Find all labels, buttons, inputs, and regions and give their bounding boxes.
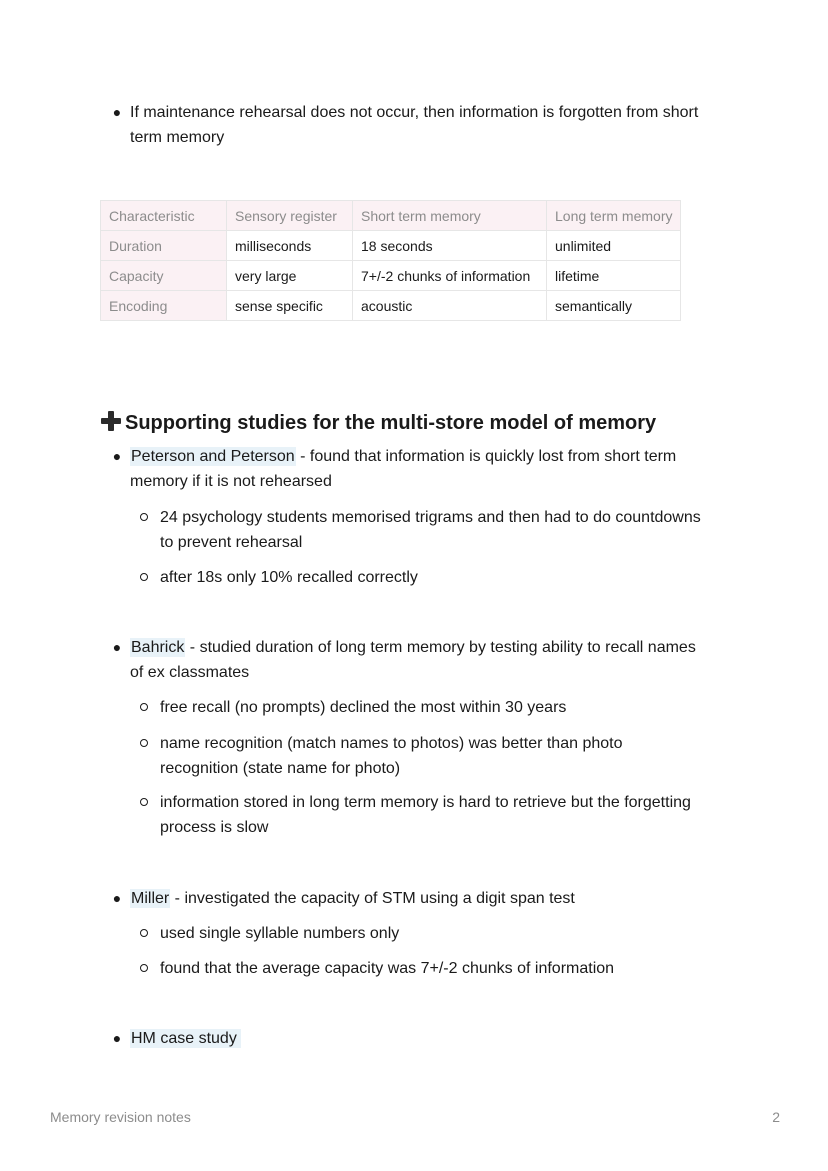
table-cell: 7+/-2 chunks of information: [353, 261, 547, 291]
table-cell: lifetime: [547, 261, 681, 291]
table-header-cell: Short term memory: [353, 201, 547, 231]
study-peterson: [112, 444, 770, 494]
table-cell: semantically: [547, 291, 681, 321]
bullet-dot: ●: [112, 104, 122, 120]
heavy-plus-icon: [100, 410, 122, 432]
intro-bullet-line-2: term memory: [130, 129, 225, 146]
study-point: [160, 505, 780, 555]
bullet-dot: ●: [112, 890, 122, 906]
study-point: [160, 921, 780, 946]
intro-bullet: [112, 100, 770, 150]
table-cell: unlimited: [547, 231, 681, 261]
study-point-line: after 18s only 10% recalled correctly: [160, 569, 418, 586]
study-point-line: process is slow: [160, 819, 269, 836]
sub-bullet-circle: [140, 703, 148, 711]
section-heading: [100, 410, 656, 436]
study-point-line: recognition (state name for photo): [160, 760, 401, 777]
section-title: Supporting studies for the multi-store model of memory: [125, 412, 657, 434]
table-cell: acoustic: [353, 291, 547, 321]
footer-document-title: Memory revision notes: [50, 1109, 191, 1125]
study-point-line: to prevent rehearsal: [160, 534, 303, 551]
study-point-line: free recall (no prompts) declined the most within 30 years: [160, 699, 567, 716]
table-row: [101, 261, 681, 291]
table-row: [101, 291, 681, 321]
study-description: - found that information is quickly lost from short term: [295, 448, 677, 465]
table-header-cell: Characteristic: [101, 201, 227, 231]
study-point: [160, 695, 780, 720]
study-name-highlight: Miller: [131, 890, 170, 907]
sub-bullet-circle: [140, 513, 148, 521]
bullet-dot: ●: [112, 639, 122, 655]
study-name-highlight: Bahrick: [131, 639, 185, 656]
study-point: [160, 731, 780, 781]
table-header-row: [101, 201, 681, 231]
study-miller: [112, 886, 770, 911]
study-point-line: found that the average capacity was 7+/-2 chunks of information: [160, 960, 615, 977]
sub-bullet-circle: [140, 573, 148, 581]
study-description: - investigated the capacity of STM using a digit span test: [170, 890, 575, 907]
footer-page-number: 2: [772, 1109, 780, 1125]
study-point-line: information stored in long term memory is hard to retrieve but the forgetting: [160, 794, 691, 811]
sub-bullet-circle: [140, 798, 148, 806]
table-cell: milliseconds: [227, 231, 353, 261]
table-row-header: Encoding: [101, 291, 227, 321]
study-point-line: 24 psychology students memorised trigrams and then had to do countdowns: [160, 509, 701, 526]
table-cell: 18 seconds: [353, 231, 547, 261]
study-bahrick: [112, 635, 770, 685]
table-header-cell: Long term memory: [547, 201, 681, 231]
sub-bullet-circle: [140, 964, 148, 972]
study-name-highlight: HM case study: [130, 1029, 241, 1048]
bullet-dot: ●: [112, 448, 122, 464]
study-point-line: used single syllable numbers only: [160, 925, 400, 942]
study-point-line: name recognition (match names to photos) was better than photo: [160, 735, 623, 752]
study-description: - studied duration of long term memory by testing ability to recall names: [185, 639, 696, 656]
study-point: [160, 956, 780, 981]
study-point: [160, 790, 780, 840]
table-cell: very large: [227, 261, 353, 291]
sub-bullet-circle: [140, 739, 148, 747]
bullet-dot: ●: [112, 1030, 122, 1046]
table-row-header: Duration: [101, 231, 227, 261]
table-header-cell: Sensory register: [227, 201, 353, 231]
study-description-cont: of ex classmates: [130, 664, 250, 681]
intro-bullet-line-1: If maintenance rehearsal does not occur, then information is forgotten from short: [130, 104, 699, 121]
study-point: [160, 565, 780, 590]
study-name-highlight: Peterson and Peterson: [131, 448, 295, 465]
study-description-cont: memory if it is not rehearsed: [130, 473, 332, 490]
study-hm: [112, 1026, 770, 1051]
table-cell: sense specific: [227, 291, 353, 321]
table-row-header: Capacity: [101, 261, 227, 291]
sub-bullet-circle: [140, 929, 148, 937]
memory-stores-table: [100, 200, 681, 321]
table-row: [101, 231, 681, 261]
